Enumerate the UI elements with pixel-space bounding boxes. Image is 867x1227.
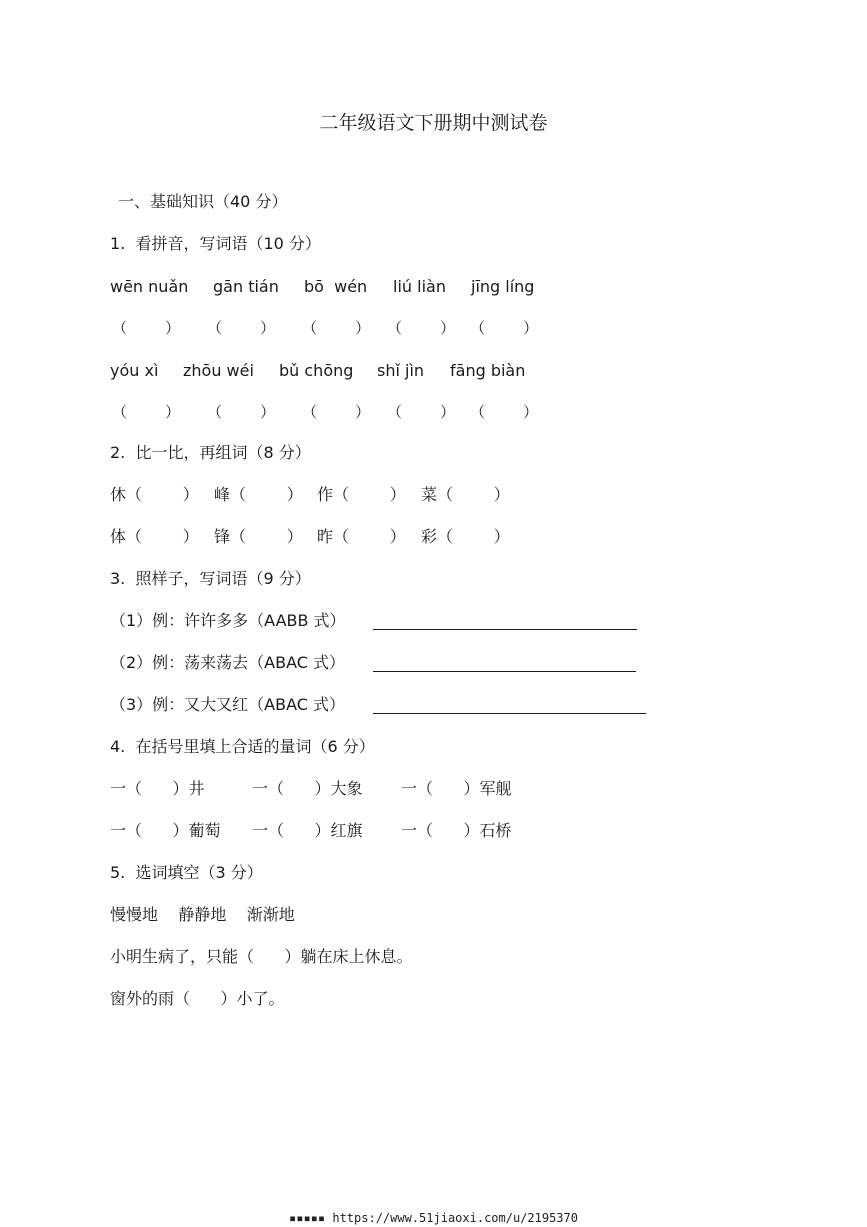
- example-item: （1）例：许许多多（AABB 式）: [110, 611, 346, 630]
- measure-word-item[interactable]: 一（ ）井: [110, 779, 205, 798]
- pinyin-item: zhōu wéi: [183, 361, 254, 380]
- measure-word-item[interactable]: 一（ ）葡萄: [110, 821, 221, 840]
- question-3-heading: 3. 照样子，写词语（9 分）: [110, 569, 311, 588]
- answer-blank[interactable]: （ ）: [387, 319, 456, 337]
- pinyin-item: jīng líng: [471, 277, 535, 296]
- answer-blank[interactable]: （ ）: [207, 319, 276, 337]
- char-item[interactable]: 菜（ ）: [421, 485, 510, 504]
- measure-word-item[interactable]: 一（ ）石桥: [401, 821, 512, 840]
- pinyin-item: gān tián: [213, 277, 279, 296]
- pinyin-item: shǐ jìn: [377, 361, 425, 380]
- answer-line[interactable]: [373, 671, 636, 672]
- question-5-heading: 5. 选词填空（3 分）: [110, 863, 263, 882]
- pinyin-item: yóu xì: [110, 361, 159, 380]
- char-item[interactable]: 峰（ ）: [214, 485, 303, 504]
- example-item: （2）例：荡来荡去（ABAC 式）: [110, 653, 346, 672]
- char-item[interactable]: 锋（ ）: [214, 527, 303, 546]
- question-4-heading: 4. 在括号里填上合适的量词（6 分）: [110, 737, 375, 756]
- char-item[interactable]: 体（ ）: [110, 527, 199, 546]
- measure-word-item[interactable]: 一（ ）军舰: [401, 779, 512, 798]
- pinyin-item: wēn nuǎn: [110, 277, 189, 296]
- pinyin-item: liú liàn: [393, 277, 446, 296]
- answer-blank[interactable]: （ ）: [207, 403, 276, 421]
- answer-blank[interactable]: （ ）: [470, 403, 539, 421]
- answer-blank[interactable]: （ ）: [302, 403, 371, 421]
- answer-line[interactable]: [373, 629, 637, 630]
- char-item[interactable]: 休（ ）: [110, 485, 199, 504]
- measure-word-item[interactable]: 一（ ）大象: [252, 779, 363, 798]
- source-url-footer: ▪▪▪▪▪ https://www.51jiaoxi.com/u/2195370: [289, 1211, 578, 1225]
- answer-blank[interactable]: （ ）: [112, 319, 181, 337]
- question-2-heading: 2. 比一比，再组词（8 分）: [110, 443, 311, 462]
- answer-blank[interactable]: （ ）: [387, 403, 456, 421]
- measure-word-item[interactable]: 一（ ）红旗: [252, 821, 363, 840]
- char-item[interactable]: 彩（ ）: [421, 527, 510, 546]
- word-choices: 慢慢地 静静地 渐渐地: [110, 905, 295, 924]
- answer-line[interactable]: [373, 713, 646, 714]
- answer-blank[interactable]: （ ）: [302, 319, 371, 337]
- char-item[interactable]: 作（ ）: [317, 485, 406, 504]
- fill-sentence[interactable]: 窗外的雨（ ）小了。: [110, 989, 285, 1008]
- pinyin-item: bǔ chōng: [279, 361, 354, 380]
- page-title: 二年级语文下册期中测试卷: [319, 112, 548, 134]
- example-item: （3）例：又大又红（ABAC 式）: [110, 695, 346, 714]
- question-1-heading: 1. 看拼音，写词语（10 分）: [110, 234, 321, 253]
- pinyin-item: bō wén: [304, 277, 368, 296]
- answer-blank[interactable]: （ ）: [112, 403, 181, 421]
- fill-sentence[interactable]: 小明生病了，只能（ ）躺在床上休息。: [110, 947, 413, 966]
- pinyin-item: fāng biàn: [450, 361, 526, 380]
- section-heading: 一、基础知识（40 分）: [118, 192, 288, 211]
- answer-blank[interactable]: （ ）: [470, 319, 539, 337]
- char-item[interactable]: 昨（ ）: [317, 527, 406, 546]
